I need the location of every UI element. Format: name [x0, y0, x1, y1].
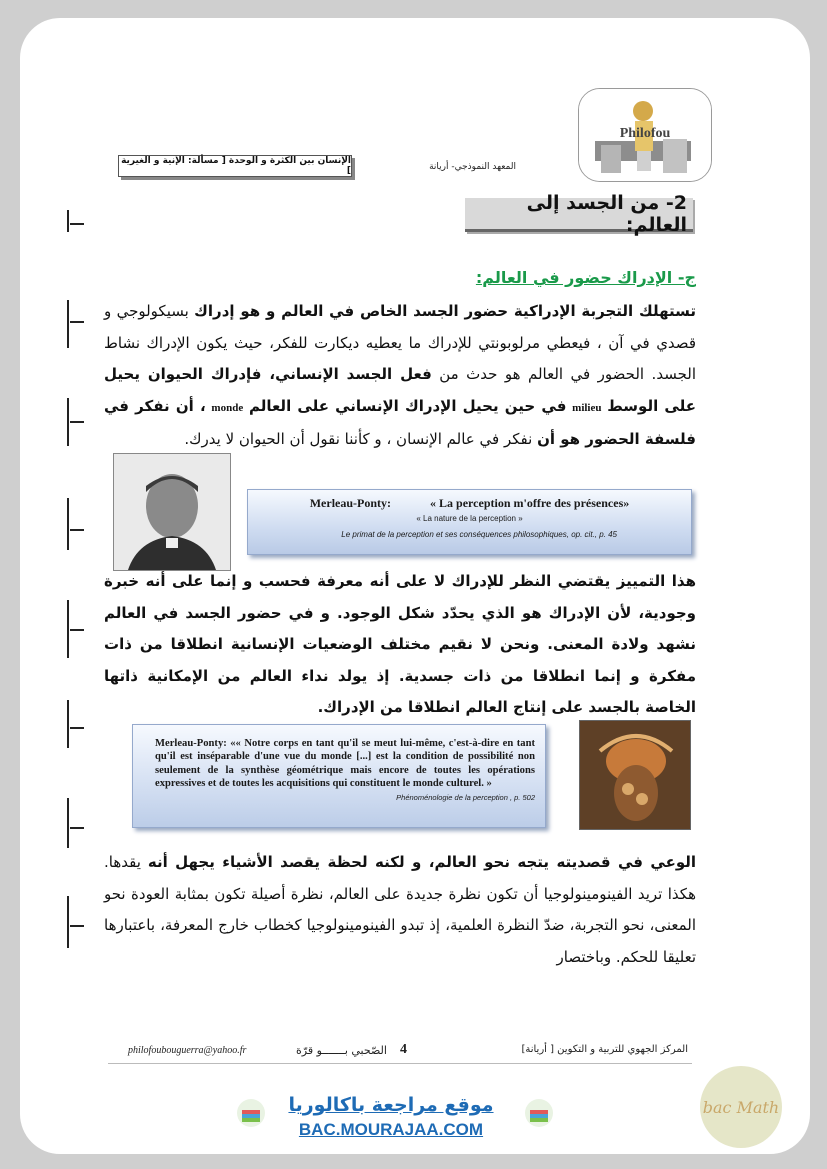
banner-url[interactable]: BAC.MOURAJAA.COM [298, 1120, 484, 1139]
philofou-logo [578, 88, 712, 182]
footer-divider [108, 1063, 692, 1064]
paragraph-3-lead: الوعي في قصديته يتجه نحو العالم، و لكنه لحظة يقصد الأشياء يجهل أنه [147, 853, 696, 871]
paragraph-1-text-d: ، أن نفكر في فلسفة الحضور هو أن [104, 396, 696, 448]
section-subtitle: ج- الإدراك حضور في العالم: [475, 268, 696, 287]
paragraph-1-text-b: فعل الجسد الإنساني، فإدراك الحيوان يحيل على الوسط [104, 365, 696, 415]
paragraph-2-text: هذا التمييز يقتضي النظر للإدراك لا على أنه معرفة فحسب و إنما على أنه خبرة وجودية، لأن الإدراك هو الذي يحدّد شكل الوجود. و في حضور الجسد في العالم نشهد ولادة المعنى. ونحن لا نقيم مختلف الوضعيات الإنسانية انطلاقا من ذات مفكرة و إنما انطلاقا من ذات جسدية. إذ يولد نداء العالم من الإمكانية ذاتها الخاصة بالجسد على إنتاج العالم انطلاقا من الإدراك. [104, 572, 696, 716]
banner-arabic[interactable]: موقع مراجعة باكالوريا [288, 1094, 494, 1116]
school-name: المعهد النموذجي- أريانة [429, 162, 516, 172]
quote-1-text: « La perception m'offre des présences» [430, 496, 630, 510]
quote-1-source: Le primat de la perception et ses conséquences philosophiques, op. cit., p. 45 [341, 530, 617, 539]
quote-2-source: Phénoménologie de la perception , p. 502 [396, 792, 535, 802]
books-icon-right [518, 1098, 560, 1128]
merleau-ponty-portrait [113, 453, 231, 571]
paragraph-1-text-e: نفكر في عالم الإنسان ، و كأننا نقول أن الحيوان لا يدرك. [184, 430, 533, 448]
quote-box-2 [132, 724, 546, 828]
page-number: 4 [400, 1042, 407, 1057]
paragraph-3-text: يقدها. هكذا تريد الفينومينولوجيا أن تكون نظرة جديدة على العالم، نظرة أصيلة تكون بمثابة العودة نحو المعنى، نحو التجربة، ضدّ النظرة العلمية، إذ تبدو الفينومينولوجيا كخطاب خارج المعرفة، باعتبارها تعليقا للحكم. وباختصار [104, 853, 696, 966]
topic-box: الإنسان بين الكثرة و الوحدة [ مسألة: الإنية و الغيرية ] [118, 155, 352, 177]
philosopher-statue-icon [579, 89, 711, 181]
quote-1-subtitle: « La nature de la perception » [416, 514, 523, 523]
books-icon-left [230, 1098, 272, 1128]
quote-box-1 [247, 489, 692, 555]
paragraph-1-lead: تستهلك التجربة الإدراكية حضور الجسد الخاص في العالم و هو إدراك [194, 302, 696, 320]
margin-decoration [64, 200, 86, 1040]
paragraph-1-text-c: في حين يحيل الإدراك الإنساني على العالم [248, 396, 567, 415]
paragraph-1 [104, 296, 696, 456]
footer-email: philofoubouguerra@yahoo.fr [128, 1045, 247, 1056]
bac-math-badge: bac Math [700, 1066, 782, 1148]
quote-2-text: Merleau-Ponty: «« Notre corps en tant qu'il se meut lui-même, c'est-à-dire en tant qu'il est inséparable d'une vue du monde [...] est la condition de possibilité non seulement de la synthèse géométrique mais encore de toutes les opérations expressives et de toutes les acquisitions qui constituent le monde culturel. » [155, 738, 535, 790]
section-title: 2- من الجسد إلى العالم: [465, 198, 693, 232]
logo-text: Philofou [619, 126, 671, 141]
paragraph-1-text-a: بسيكولوجي و قصدي في آن ، فيعطي مرلوبونتي للإدراك ما يعطيه ديكارت للفكر، حيث يكون الإدراك نشاط الجسد. الحضور في العالم هو حدث من [104, 302, 696, 383]
footer-author: الصّحبي بـــــــو قرّة [296, 1044, 387, 1057]
site-banner[interactable] [282, 1086, 500, 1148]
paragraph-3 [104, 847, 696, 973]
quote-1-author: Merleau-Ponty: [309, 496, 392, 510]
term-monde: monde [211, 401, 244, 414]
mask-photo [579, 720, 691, 830]
quote-1-header [248, 496, 691, 511]
paragraph-2 [104, 566, 696, 724]
footer-institution: المركز الجهوي للتربية و التكوين [ أريانة] [521, 1044, 688, 1055]
term-milieu: milieu [572, 401, 602, 414]
